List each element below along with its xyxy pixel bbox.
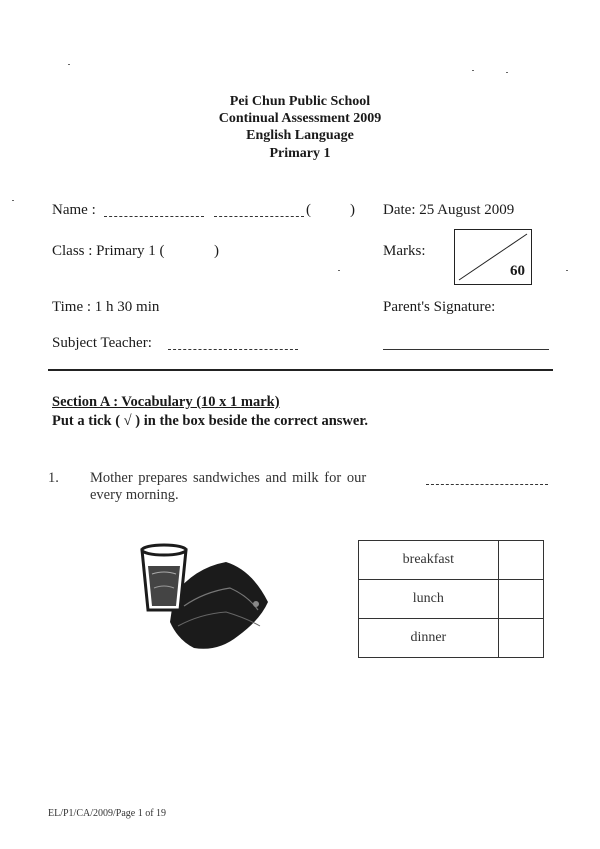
question-number: 1. <box>48 470 59 486</box>
option-label: dinner <box>359 619 499 658</box>
subject-title: English Language <box>246 128 354 143</box>
option-tick-box[interactable] <box>498 541 543 580</box>
subject-teacher-blank[interactable] <box>168 349 298 350</box>
parent-signature-label: Parent's Signature: <box>383 299 496 315</box>
scan-speck <box>68 64 70 65</box>
marks-box[interactable] <box>454 229 532 285</box>
class-index-close: ) <box>214 243 219 259</box>
scan-speck <box>506 72 508 73</box>
name-index-close: ) <box>350 202 355 218</box>
school-name: Pei Chun Public School <box>229 94 371 109</box>
scan-speck <box>12 200 14 201</box>
option-tick-box[interactable] <box>498 580 543 619</box>
assessment-title: Continual Assessment 2009 <box>218 111 382 126</box>
question-line-1: Mother prepares sandwiches and milk for our <box>90 470 367 486</box>
option-label: breakfast <box>359 541 499 580</box>
scan-speck <box>566 270 568 271</box>
marks-total: 60 <box>510 263 525 279</box>
header-divider <box>48 369 553 371</box>
question-line-2: every morning. <box>90 487 179 503</box>
scan-speck <box>472 70 474 71</box>
option-row-breakfast <box>359 541 544 580</box>
scan-speck <box>338 270 340 271</box>
name-index-open: ( <box>306 202 311 218</box>
section-title: Section A : Vocabulary (10 x 1 mark) <box>52 394 280 410</box>
option-tick-box[interactable] <box>498 619 543 658</box>
time-label: Time : 1 h 30 min <box>52 299 160 315</box>
name-label: Name : <box>52 202 96 218</box>
page-footer: EL/P1/CA/2009/Page 1 of 19 <box>48 808 167 819</box>
name-blank-1[interactable] <box>104 216 204 217</box>
answer-options-table <box>358 540 544 658</box>
option-label: lunch <box>359 580 499 619</box>
section-instruction: Put a tick ( √ ) in the box beside the correct answer. <box>52 413 369 429</box>
marks-label: Marks: <box>383 243 426 259</box>
parent-signature-line[interactable] <box>383 349 549 350</box>
class-label: Class : Primary 1 ( <box>52 243 165 259</box>
name-blank-2[interactable] <box>214 216 304 217</box>
date-label: Date: 25 August 2009 <box>383 202 515 218</box>
sandwich-milk-illustration <box>134 540 284 660</box>
option-row-lunch <box>359 580 544 619</box>
subject-teacher-label: Subject Teacher: <box>52 335 152 351</box>
question-answer-blank[interactable] <box>426 484 548 485</box>
level-title: Primary 1 <box>269 146 331 161</box>
option-row-dinner <box>359 619 544 658</box>
